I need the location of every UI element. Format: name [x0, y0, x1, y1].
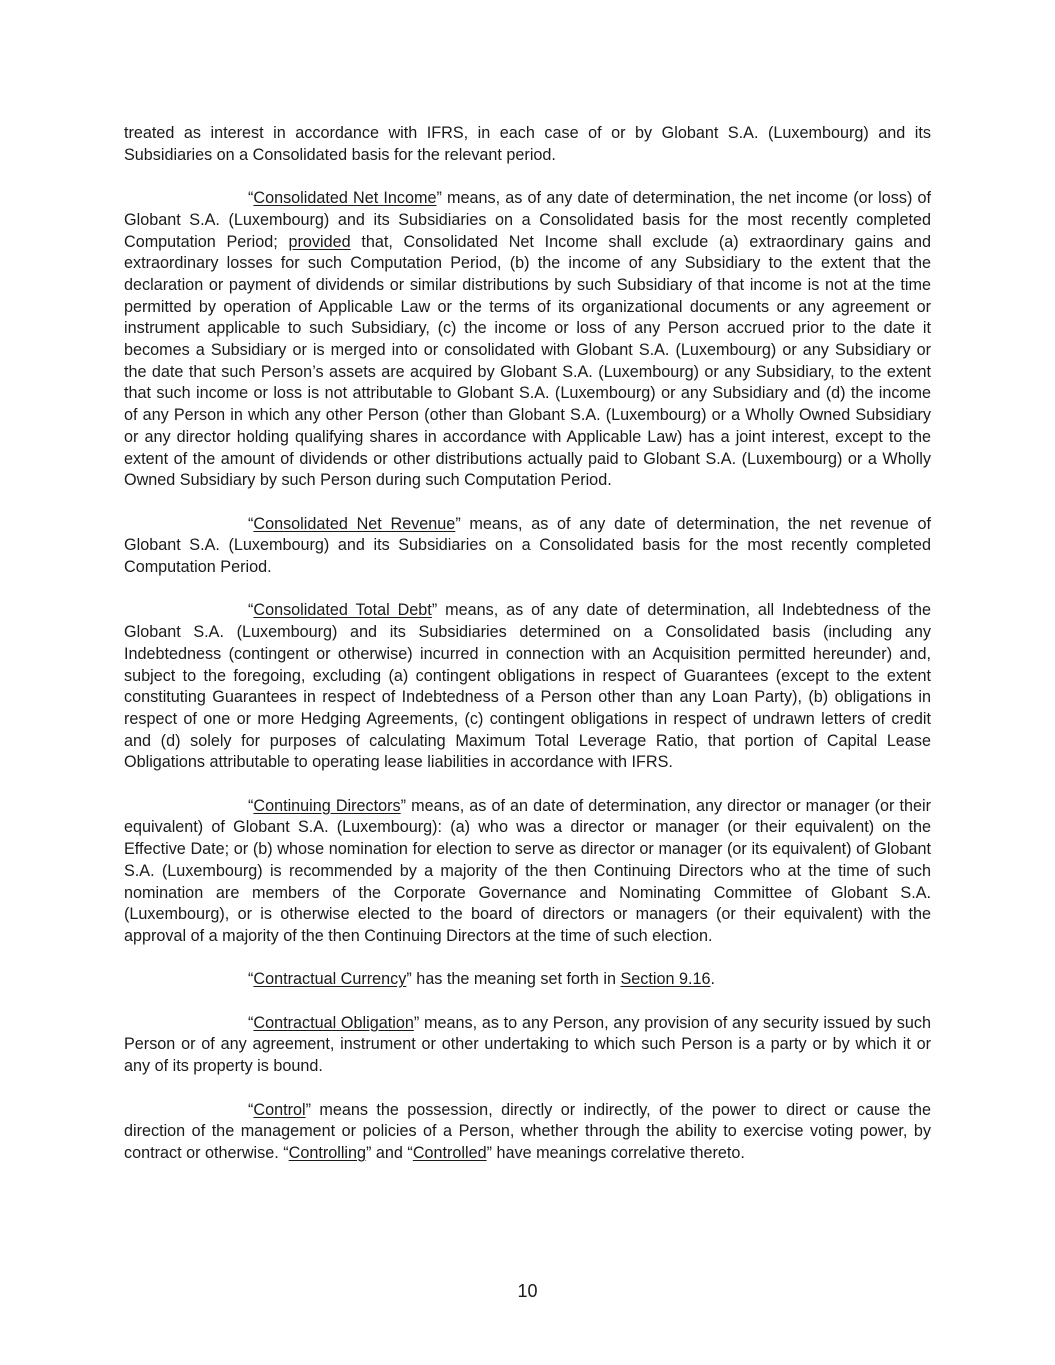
defined-term: Contractual Currency	[253, 970, 407, 989]
paragraph-text: ” and “	[366, 1143, 413, 1162]
paragraph-text: “	[248, 601, 254, 620]
paragraph-text: ” means, as of any date of determination, all Indebtedness of the Globant S.A. (Luxembourg) and its Subsidiaries determined on a Consolidated basis (including any Indebtedness (contingent or otherwise) incurred in connection with an Acquisition permitted hereunder) and, subject to the foregoing, excluding (a) contingent obligations in respect of Guarantees (except to the extent constituting Guarantees in respect of Indebtedness of a Person other than any Loan Party), (b) obligations in respect of one or more Hedging Agreements, (c) contingent obligations in respect of undrawn letters of credit and (d) solely for purposes of calculating Maximum Total Leverage Ratio, that portion of Capital Lease Obligations attributable to operating lease liabilities in accordance with IFRS.	[124, 601, 931, 772]
definition-paragraph-contractual-currency	[124, 969, 931, 991]
defined-term: Continuing Directors	[253, 796, 401, 815]
paragraph-text: ” means, as of an date of determination, any director or manager (or their equivalent) of Globant S.A. (Luxembourg): (a) who was a director or manager (or their equivalent) on the Effective Date; or (b) whose nomination for election to serve as director or manager (or its equivalent) of Globant S.A. (Luxembourg) is recommended by a majority of the then Continuing Directors who at the time of such nomination are members of the Corporate Governance and Nominating Committee of Globant S.A. (Luxembourg), or is otherwise elected to the board of directors or managers (or their equivalent) with the approval of a majority of the then Continuing Directors at the time of such election.	[124, 796, 932, 945]
page-number: 10	[517, 1281, 538, 1301]
defined-term: Contractual Obligation	[253, 1013, 414, 1032]
paragraph-text: “	[248, 189, 254, 208]
paragraph-text: ” means, as of any date of determination, the net income (or loss) of Globant S.A. (Luxembourg) and its Subsidiaries on a Consolidated basis for the most recently completed Computation Period;	[124, 189, 931, 251]
definition-paragraph-continuing-directors	[124, 796, 931, 948]
paragraph-text: ” means, as of any date of determination, the net revenue of Globant S.A. (Luxembourg) and its Subsidiaries on a Consolidated basis for the most recently completed Computation Period.	[124, 514, 931, 577]
defined-term: Control	[253, 1100, 306, 1119]
defined-term: Consolidated Total Debt	[253, 601, 432, 620]
paragraph-text: “	[248, 1013, 254, 1032]
paragraph-text: “	[248, 514, 254, 533]
definition-paragraph-control	[124, 1100, 931, 1165]
paragraph-text: .	[710, 970, 715, 989]
defined-term: Controlling	[288, 1143, 367, 1162]
paragraph-text: “	[248, 796, 254, 815]
paragraph-text: treated as interest in accordance with IFRS, in each case of or by Globant S.A. (Luxembourg) and its Subsidiaries on a Consolidated basis for the relevant period.	[124, 124, 931, 164]
defined-term: provided	[288, 232, 351, 251]
definition-paragraph-consolidated-net-income	[124, 188, 931, 492]
defined-term: Consolidated Net Income	[253, 189, 437, 208]
defined-term: Consolidated Net Revenue	[253, 514, 456, 533]
paragraph-text: “	[248, 1100, 254, 1119]
definition-paragraph-consolidated-total-debt	[124, 600, 931, 774]
defined-term: Section 9.16	[620, 970, 711, 989]
definition-paragraph-contractual-obligation	[124, 1013, 931, 1078]
paragraph-text: that, Consolidated Net Income shall exclude (a) extraordinary gains and extraordinary losses for such Computation Period, (b) the income of any Subsidiary to the extent that the declaration or payment of dividends or similar distributions by such Subsidiary of that income is not at the time permitted by operation of Applicable Law or the terms of its organizational documents or any agreement or instrument applicable to such Subsidiary, (c) the income or loss of any Person accrued prior to the date it becomes a Subsidiary or is merged into or consolidated with Globant S.A. (Luxembourg) or any Subsidiary or the date that such Person’s assets are acquired by Globant S.A. (Luxembourg) or any Subsidiary, to the extent that such income or loss is not attributable to Globant S.A. (Luxembourg) or any Subsidiary and (d) the income of any Person in which any other Person (other than Globant S.A. (Luxembourg) or a Wholly Owned Subsidiary or any director holding qualifying shares in accordance with Applicable Law) has a joint interest, except to the extent of the amount of dividends or other distributions actually paid to Globant S.A. (Luxembourg) or a Wholly Owned Subsidiary by such Person during such Computation Period.	[124, 232, 931, 490]
paragraph-text: ” has the meaning set forth in	[406, 970, 621, 989]
definition-paragraph-p0	[124, 123, 931, 166]
defined-term: Controlled	[412, 1143, 487, 1162]
definition-paragraph-consolidated-net-revenue	[124, 514, 931, 579]
paragraph-text: ” means, as to any Person, any provision of any security issued by such Person or of any agreement, instrument or other undertaking to which such Person is a party or by which it or any of its property is bound.	[124, 1013, 931, 1076]
paragraph-text: ” have meanings correlative thereto.	[486, 1143, 745, 1162]
paragraph-text: ” means the possession, directly or indirectly, of the power to direct or cause the direction of the management or policies of a Person, whether through the ability to exercise voting power, by contract or otherwise. “	[124, 1100, 931, 1162]
paragraph-text: “	[248, 970, 254, 989]
document-body	[124, 123, 931, 1186]
